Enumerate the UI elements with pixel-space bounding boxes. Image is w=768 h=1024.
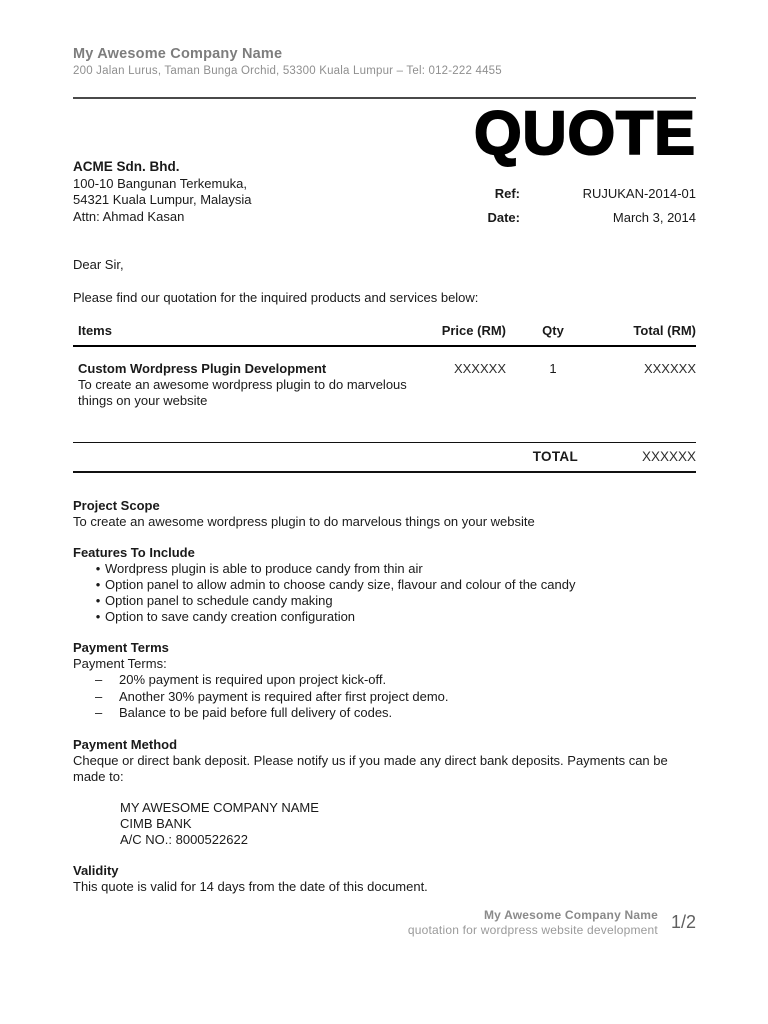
footer-text-block bbox=[408, 908, 658, 937]
item-cell bbox=[73, 346, 414, 408]
feature-item-text: Wordpress plugin is able to produce candy from thin air bbox=[105, 561, 423, 576]
column-header-price: Price (RM) bbox=[414, 323, 506, 346]
date-label: Date: bbox=[487, 210, 520, 225]
section-payment-method bbox=[73, 737, 696, 848]
bullet-icon: • bbox=[95, 593, 101, 608]
list-item bbox=[73, 689, 696, 706]
dash-icon: – bbox=[95, 705, 103, 720]
footer-company-name: My Awesome Company Name bbox=[483, 908, 658, 922]
payment-method-body: Cheque or direct bank deposit. Please notify us if you made any direct bank deposits. Payments can be made to: bbox=[73, 752, 668, 784]
section-features bbox=[73, 545, 696, 625]
page-number-indicator: 1/2 bbox=[670, 912, 696, 932]
validity-body: This quote is valid for 14 days from the date of this document. bbox=[73, 878, 428, 894]
document-head-row bbox=[73, 99, 696, 234]
items-table bbox=[73, 323, 696, 408]
salutation: Dear Sir, bbox=[73, 257, 124, 272]
ref-date-block bbox=[460, 186, 696, 225]
title-and-meta bbox=[460, 99, 696, 234]
intro-paragraph: Please find our quotation for the inquired products and services below: bbox=[73, 290, 479, 305]
features-list bbox=[73, 561, 696, 625]
table-row bbox=[73, 346, 696, 408]
letterhead-company-name: My Awesome Company Name bbox=[73, 46, 283, 62]
date-value: March 3, 2014 bbox=[612, 210, 696, 225]
item-qty: 1 bbox=[549, 361, 557, 376]
list-item bbox=[73, 561, 696, 577]
bullet-icon: • bbox=[95, 561, 101, 576]
page-footer bbox=[408, 908, 696, 937]
item-description: To create an awesome wordpress plugin to do marvelous things on your website bbox=[78, 377, 407, 408]
payment-term-text: 20% payment is required upon project kick-off. bbox=[119, 672, 387, 687]
date-row bbox=[460, 210, 696, 225]
feature-item-text: Option panel to schedule candy making bbox=[105, 593, 333, 608]
list-item bbox=[73, 609, 696, 625]
features-heading: Features To Include bbox=[73, 545, 195, 560]
section-payment-terms bbox=[73, 640, 696, 722]
dash-icon: – bbox=[95, 688, 103, 704]
feature-item-text: Option to save candy creation configuration bbox=[105, 609, 356, 624]
section-project-scope bbox=[73, 498, 696, 530]
total-label: TOTAL bbox=[532, 449, 578, 464]
column-header-qty: Qty bbox=[506, 323, 578, 346]
bullet-icon: • bbox=[95, 609, 101, 624]
list-item bbox=[73, 705, 696, 722]
ref-row bbox=[460, 186, 696, 201]
bank-details-block bbox=[120, 800, 696, 848]
payment-term-text: Another 30% payment is required after first project demo. bbox=[119, 688, 449, 704]
bullet-icon: • bbox=[95, 577, 101, 592]
ref-label: Ref: bbox=[494, 186, 520, 201]
recipient-name: ACME Sdn. Bhd. bbox=[73, 159, 180, 174]
bank-name: CIMB BANK bbox=[120, 815, 192, 831]
column-header-items: Items bbox=[73, 323, 414, 346]
recipient-address-line-2: 54321 Kuala Lumpur, Malaysia bbox=[73, 192, 252, 207]
items-table-header-row bbox=[73, 323, 696, 346]
document-title: QUOTE bbox=[474, 99, 696, 167]
recipient-address-line-1: 100-10 Bangunan Terkemuka, bbox=[73, 175, 247, 191]
item-price: XXXXXX bbox=[453, 361, 506, 376]
list-item bbox=[73, 577, 696, 593]
project-scope-heading: Project Scope bbox=[73, 498, 160, 513]
validity-heading: Validity bbox=[73, 862, 119, 878]
section-validity bbox=[73, 863, 696, 895]
footer-document-subtitle: quotation for wordpress website development bbox=[407, 923, 658, 937]
bank-account-name: MY AWESOME COMPANY NAME bbox=[120, 799, 319, 815]
payment-terms-intro: Payment Terms: bbox=[73, 656, 167, 671]
bank-account-number: A/C NO.: 8000522622 bbox=[120, 831, 248, 847]
list-item bbox=[73, 593, 696, 609]
feature-item-text: Option panel to allow admin to choose candy size, flavour and colour of the candy bbox=[105, 577, 576, 592]
letterhead bbox=[73, 46, 696, 77]
recipient-attn: Attn: Ahmad Kasan bbox=[73, 208, 185, 224]
payment-term-text: Balance to be paid before full delivery of codes. bbox=[119, 705, 393, 720]
total-row bbox=[73, 442, 696, 473]
payment-terms-heading: Payment Terms bbox=[73, 640, 169, 655]
column-header-total: Total (RM) bbox=[578, 323, 696, 346]
project-scope-body: To create an awesome wordpress plugin to do marvelous things on your website bbox=[73, 514, 535, 529]
recipient-address-block bbox=[73, 159, 252, 234]
letterhead-address: 200 Jalan Lurus, Taman Bunga Orchid, 53300 Kuala Lumpur – Tel: 012-222 4455 bbox=[73, 65, 502, 77]
list-item bbox=[73, 672, 696, 689]
payment-terms-list bbox=[73, 672, 696, 722]
ref-value: RUJUKAN-2014-01 bbox=[582, 186, 696, 201]
item-title: Custom Wordpress Plugin Development bbox=[78, 361, 327, 376]
item-total: XXXXXX bbox=[643, 361, 696, 376]
total-value: XXXXXX bbox=[641, 449, 696, 464]
dash-icon: – bbox=[95, 672, 103, 687]
payment-method-heading: Payment Method bbox=[73, 736, 178, 752]
